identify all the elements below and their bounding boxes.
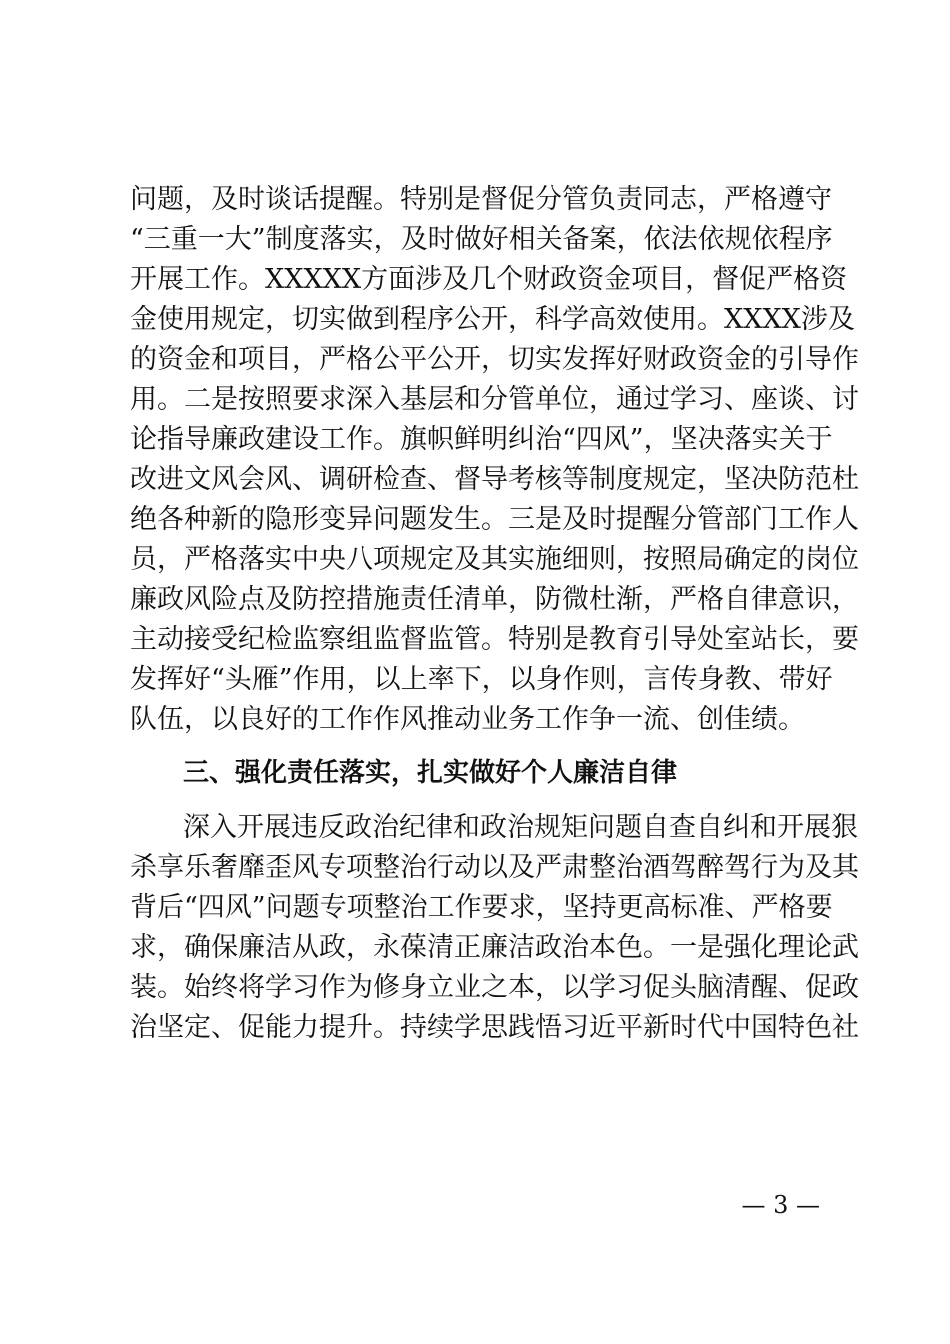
paragraph-line: 队伍，以良好的工作作风推动业务工作争一流、创佳绩。 xyxy=(130,704,805,735)
paragraph-line: 用。二是按照要求深入基层和分管单位，通过学习、座谈、讨 xyxy=(130,384,859,415)
paragraph-line: 杀享乐奢靡歪风专项整治行动以及严肃整治酒驾醉驾行为及其 xyxy=(130,852,859,883)
section-heading: 三、强化责任落实，扎实做好个人廉洁自律 xyxy=(183,758,678,788)
paragraph-line: 深入开展违反政治纪律和政治规矩问题自查自纠和开展狠 xyxy=(183,812,858,843)
paragraph-line: 的资金和项目，严格公平公开，切实发挥好财政资金的引导作 xyxy=(130,344,859,375)
paragraph-line: 装。始终将学习作为修身立业之本，以学习促头脑清醒、促政 xyxy=(130,972,859,1003)
paragraph-line: 开展工作。XXXXX方面涉及几个财政资金项目，督促严格资 xyxy=(130,264,848,295)
paragraph-line: 治坚定、促能力提升。持续学思践悟习近平新时代中国特色社 xyxy=(130,1012,859,1043)
paragraph-line: 改进文风会风、调研检查、督导考核等制度规定，坚决防范杜 xyxy=(130,464,859,495)
paragraph-line: 背后“四风”问题专项整治工作要求，坚持更高标准、严格要 xyxy=(130,892,833,923)
paragraph-line: 问题，及时谈话提醒。特别是督促分管负责同志，严格遵守 xyxy=(130,184,832,215)
page-number: — 3 — xyxy=(741,1191,820,1219)
paragraph-line: 主动接受纪检监察组监督监管。特别是教育引导处室站长，要 xyxy=(130,624,859,655)
paragraph-line: 论指导廉政建设工作。旗帜鲜明纠治“四风”，坚决落实关于 xyxy=(130,424,833,455)
paragraph-line: “三重一大”制度落实，及时做好相关备案，依法依规依程序 xyxy=(130,224,833,255)
paragraph-line: 绝各种新的隐形变异问题发生。三是及时提醒分管部门工作人 xyxy=(130,504,859,535)
paragraph-line: 廉政风险点及防控措施责任清单，防微杜渐，严格自律意识， xyxy=(130,584,859,615)
paragraph-line: 发挥好“头雁”作用，以上率下，以身作则，言传身教、带好 xyxy=(130,664,833,695)
paragraph-line: 求，确保廉洁从政，永葆清正廉洁政治本色。一是强化理论武 xyxy=(130,932,859,963)
paragraph-line: 员，严格落实中央八项规定及其实施细则，按照局确定的岗位 xyxy=(130,544,859,575)
paragraph-line: 金使用规定，切实做到程序公开，科学高效使用。XXXX涉及 xyxy=(130,304,855,335)
